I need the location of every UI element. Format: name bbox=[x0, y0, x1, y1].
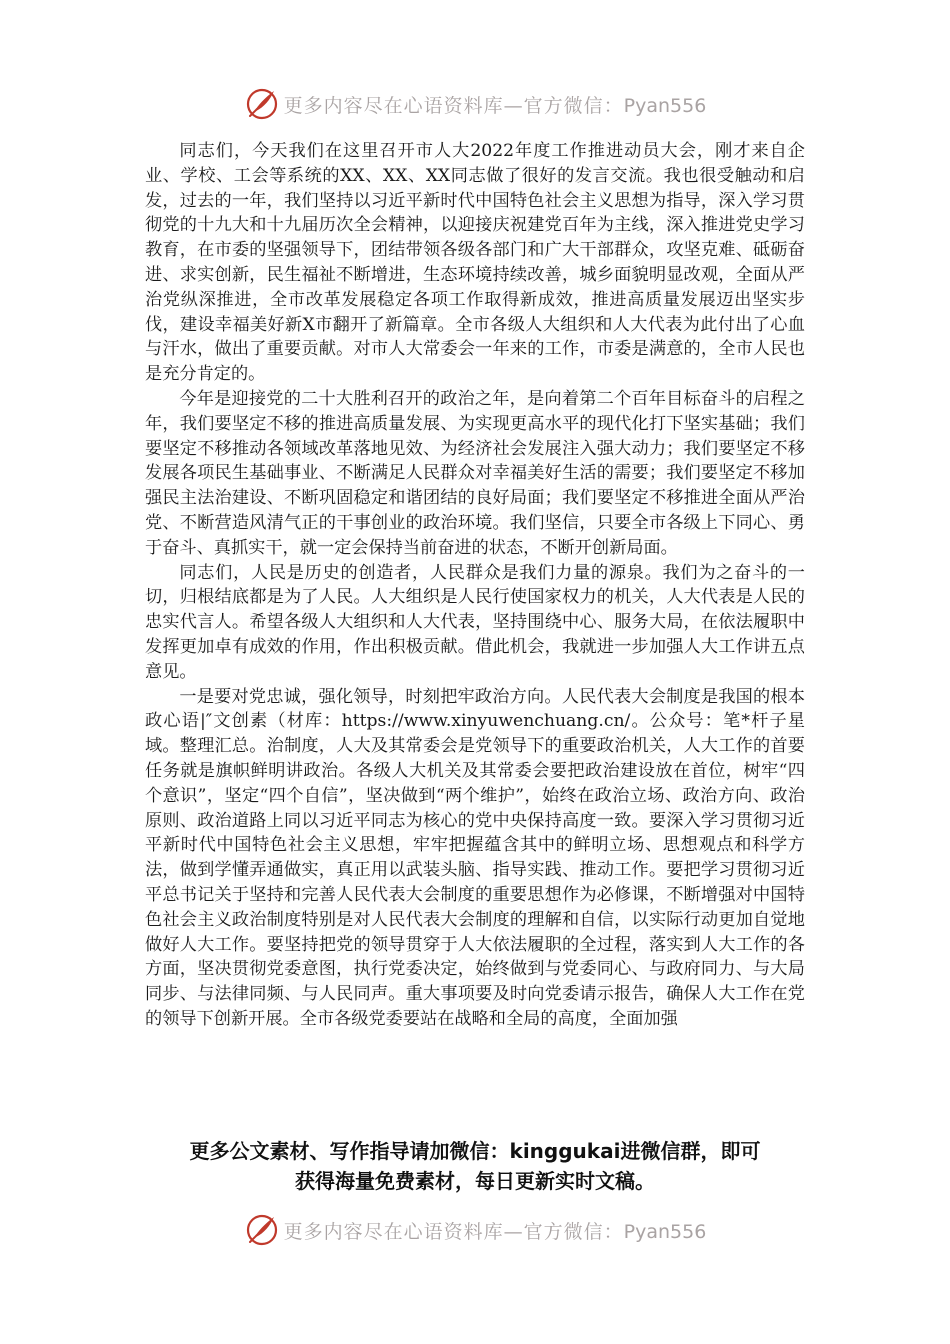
footer-watermark-banner bbox=[0, 1210, 950, 1250]
promo-notice bbox=[120, 1136, 830, 1196]
document-body bbox=[145, 139, 805, 1032]
header-banner-text: 更多内容尽在心语资料库—官方微信： bbox=[283, 94, 624, 117]
promo-line-2: 获得海量免费素材，每日更新实时文稿。 bbox=[295, 1169, 655, 1193]
promo-line-1: 更多公文素材、写作指导请加微信：kinggukai进微信群，即可 bbox=[189, 1139, 761, 1163]
quill-logo-icon bbox=[244, 1212, 280, 1248]
footer-banner-text: 更多内容尽在心语资料库—官方微信： bbox=[283, 1220, 624, 1243]
header-watermark-banner bbox=[0, 84, 950, 124]
header-banner-account: Pyan556 bbox=[623, 94, 707, 117]
quill-logo-icon bbox=[244, 86, 280, 122]
footer-banner-account: Pyan556 bbox=[623, 1220, 707, 1243]
paragraph-2: 今年是迎接党的二十大胜利召开的政治之年，是向着第二个百年目标奋斗的启程之年，我们要坚定不移的推进高质量发展、为实现更高水平的现代化打下坚实基础；我们要坚定不移推动各领域改革落地见效、为经济社会发展注入强大动力；我们要坚定不移发展各项民生基础事业、不断满足人民群众对幸福美好生活的需要；我们要坚定不移加强民主法治建设、不断巩固稳定和谐团结的良好局面；我们要坚定不移推进全面从严治党、不断营造风清气正的干事创业的政治环境。我们坚信，只要全市各级上下同心、勇于奋斗、真抓实干，就一定会保持当前奋进的状态，不断开创新局面。 bbox=[145, 388, 805, 558]
paragraph-3: 同志们，人民是历史的创造者，人民群众是我们力量的源泉。我们为之奋斗的一切，归根结底都是为了人民。人大组织是人民行使国家权力的机关，人大代表是人民的忠实代言人。希望各级人大组织和人大代表，坚持围绕中心、服务大局，在依法履职中发挥更加卓有成效的作用，作出积极贡献。借此机会，我就进一步加强人大工作讲五点意见。 bbox=[145, 562, 805, 682]
paragraph-1: 同志们，今天我们在这里召开市人大2022年度工作推进动员大会，刚才来自企业、学校、工会等系统的XX、XX、XX同志做了很好的发言交流。我也很受触动和启发，过去的一年，我们坚持以习近平新时代中国特色社会主义思想为指导，深入学习贯彻党的十九大和十九届历次全会精神，以迎接庆祝建党百年为主线，深入推进党史学习教育，在市委的坚强领导下，团结带领各级各部门和广大干部群众，攻坚克难、砥砺奋进、求实创新，民生福祉不断增进，生态环境持续改善，城乡面貌明显改观，全面从严治党纵深推进，全市改革发展稳定各项工作取得新成效，推进高质量发展迈出坚实步伐，建设幸福美好新X市翻开了新篇章。全市各级人大组织和人大代表为此付出了心血与汗水，做出了重要贡献。对市人大常委会一年来的工作，市委是满意的，全市人民也是充分肯定的。 bbox=[145, 141, 805, 385]
paragraph-4: 一是要对党忠诚，强化领导，时刻把牢政治方向。人民代表大会制度是我国的根本政心语|″文创素（材库：https://www.xinyuwenchuang.cn/。公众号：笔*杆子星域。整理汇总。治制度，人大及其常委会是党领导下的重要政治机关，人大工作的首要任务就是旗帜鲜明讲政治。各级人大机关及其常委会要把政治建设放在首位，树牢“四个意识”，坚定“四个自信”，坚决做到“两个维护”，始终在政治立场、政治方向、政治原则、政治道路上同以习近平同志为核心的党中央保持高度一致。要深入学习贯彻习近平新时代中国特色社会主义思想，牢牢把握蕴含其中的鲜明立场、思想观点和科学方法，做到学懂弄通做实，真正用以武装头脑、指导实践、推动工作。要把学习贯彻习近平总书记关于坚持和完善人民代表大会制度的重要思想作为必修课，不断增强对中国特色社会主义政治制度特别是对人民代表大会制度的理解和自信，以实际行动更加自觉地做好人大工作。要坚持把党的领导贯穿于人大依法履职的全过程，落实到人大工作的各方面，坚决贯彻党委意图，执行党委决定，始终做到与党委同心、与政府同力、与大局同步、与法律同频、与人民同声。重大事项要及时向党委请示报告，确保人大工作在党的领导下创新开展。全市各级党委要站在战略和全局的高度，全面加强 bbox=[145, 686, 805, 1029]
